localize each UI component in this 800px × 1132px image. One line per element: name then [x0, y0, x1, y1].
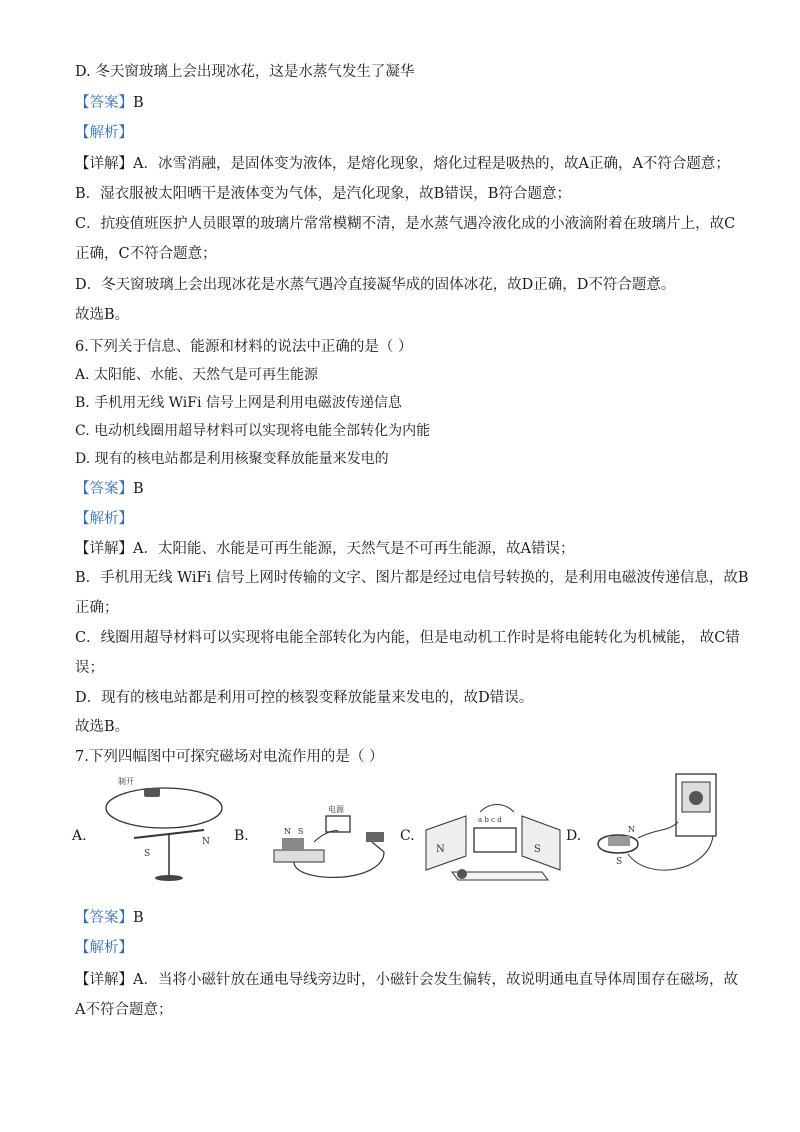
q6-option-c: C. 电动机线圈用超导材料可以实现将电能全部转化为内能	[75, 423, 431, 439]
figure-a-label: A.	[72, 828, 87, 844]
figure-b-power-text: 电源	[328, 805, 344, 814]
q6-conclusion: 故选B。	[75, 719, 130, 735]
figure-d-pole-s: S	[616, 857, 623, 867]
q7-detail-a-line2: A不符合题意；	[75, 1002, 173, 1018]
q5-detail-a: 【详解】A．冰雪消融，是固体变为液体，是熔化现象，熔化过程是吸热的，故A正确，A不符合题意；	[75, 156, 730, 172]
figure-a	[72, 772, 232, 884]
q5-detail-d: D．冬天窗玻璃上会出现冰花是水蒸气遇冷直接凝华成的固体冰花，故D正确，D不符合题意。	[75, 277, 676, 293]
figure-c-label: C.	[400, 828, 415, 844]
figure-d-label: D.	[566, 828, 582, 844]
q5-option-d: D. 冬天窗玻璃上会出现冰花，这是水蒸气发生了凝华	[75, 64, 415, 80]
figure-c-pole-s: S	[534, 844, 541, 855]
q6-detail-c-line2: 误；	[75, 660, 104, 676]
figure-b-drawing	[254, 772, 399, 884]
figure-d	[566, 772, 732, 884]
q5-analysis-heading: 【解析】	[75, 125, 133, 141]
q5-detail-c-line2: 正确，C不符合题意；	[75, 246, 217, 262]
q5-detail-b: B．湿衣服被太阳晒干是液体变为气体，是汽化现象，故B错误，B符合题意；	[75, 186, 571, 202]
figure-a-switch-text: 制开	[118, 777, 134, 786]
figure-a-pole-s: S	[144, 849, 151, 859]
q6-option-d: D. 现有的核电站都是利用核聚变释放能量来发电的	[75, 451, 389, 467]
q5-detail-c-line1: C．抗疫值班医护人员眼罩的玻璃片常常模糊不清，是水蒸气遇冷液化成的小液滴附着在玻璃片上，故C	[75, 216, 736, 232]
q5-conclusion: 故选B。	[75, 307, 130, 323]
q6-stem: 6.下列关于信息、能源和材料的说法中正确的是（ ）	[75, 339, 413, 355]
q6-detail-b-line1: B．手机用无线 WiFi 信号上网时传输的文字、图片都是经过电信号转换的，是利用电磁波传递信息，故B	[75, 570, 749, 586]
figure-b-pole-s: S	[298, 827, 304, 836]
q7-analysis-heading: 【解析】	[75, 940, 133, 956]
figure-b-pole-n: N	[284, 827, 291, 836]
q7-stem: 7.下列四幅图中可探究磁场对电流作用的是（ ）	[75, 749, 384, 765]
q6-option-b: B. 手机用无线 WiFi 信号上网是利用电磁波传递信息	[75, 395, 402, 411]
figure-c-drawing	[422, 772, 567, 884]
figure-b-label: B.	[234, 828, 249, 844]
q5-answer: 【答案】B	[75, 95, 144, 111]
q6-detail-c-line1: C．线圈用超导材料可以实现将电能全部转化为内能，但是电动机工作时是将电能转化为机械能， 故C错	[75, 630, 740, 646]
q6-option-a: A. 太阳能、水能、天然气是可再生能源	[75, 367, 319, 383]
figure-c-pole-n: N	[436, 844, 445, 855]
q6-detail-d: D．现有的核电站都是利用可控的核裂变释放能量来发电的，故D错误。	[75, 690, 534, 706]
figure-a-drawing	[94, 772, 234, 884]
q6-analysis-heading: 【解析】	[75, 511, 133, 527]
q7-detail-a-line1: 【详解】A．当将小磁针放在通电导线旁边时，小磁针会发生偏转，故说明通电直导体周围存在磁场，故	[75, 972, 738, 988]
q6-answer: 【答案】B	[75, 481, 144, 497]
figure-d-drawing	[588, 772, 728, 884]
figure-d-pole-n: N	[628, 825, 635, 834]
q7-answer: 【答案】B	[75, 910, 144, 926]
figure-b	[234, 772, 399, 884]
q6-detail-a: 【详解】A．太阳能、水能是可再生能源，天然气是不可再生能源，故A错误；	[75, 541, 575, 557]
figure-a-pole-n: N	[202, 837, 210, 847]
figure-c-coil-letters: a b c d	[478, 816, 502, 824]
figure-c	[400, 772, 565, 884]
q6-detail-b-line2: 正确；	[75, 600, 119, 616]
q7-figures	[72, 772, 732, 884]
